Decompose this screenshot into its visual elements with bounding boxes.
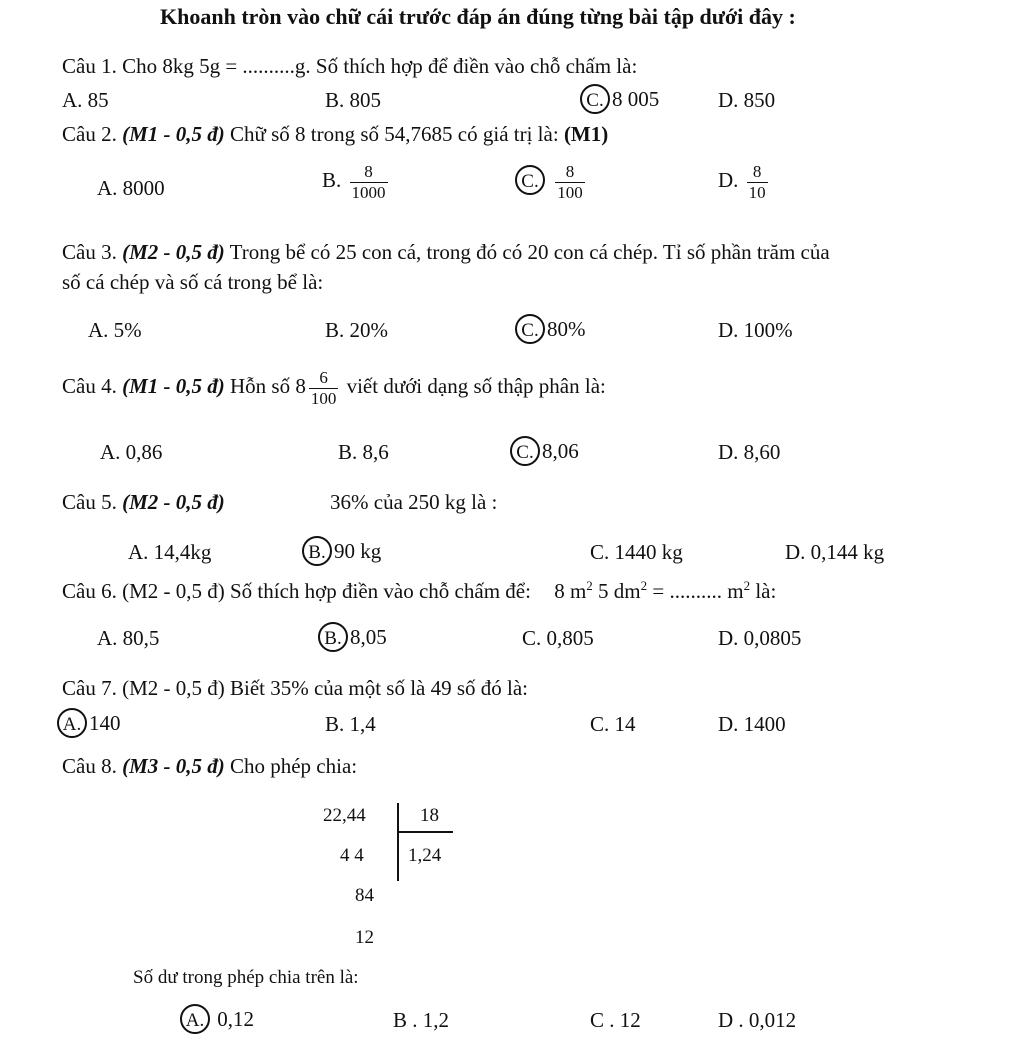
- divisor: 18: [420, 805, 439, 826]
- question-text-post: viết dưới dạng số thập phân là:: [346, 373, 606, 398]
- expression: [554, 579, 776, 603]
- expr-part: 5 dm: [592, 579, 641, 603]
- question-3-line-2: số cá chép và số cá trong bể là:: [62, 270, 324, 294]
- q1-option-c[interactable]: [580, 86, 659, 116]
- option-value: 8 005: [612, 86, 660, 111]
- question-label: Câu 5.: [62, 490, 117, 514]
- option-value: 80%: [547, 316, 586, 341]
- quotient: 1,24: [408, 845, 442, 866]
- q3-option-c[interactable]: [515, 316, 586, 346]
- fraction: [309, 368, 339, 408]
- question-text: Chữ số 8 trong số 54,7685 có giá trị là:: [229, 122, 559, 146]
- q3-option-b[interactable]: B. 20%: [325, 318, 388, 342]
- q5-option-c[interactable]: C. 1440 kg: [590, 540, 683, 564]
- question-2: [62, 122, 608, 147]
- answer-circle: A.: [57, 708, 87, 738]
- q8-option-b[interactable]: B . 1,2: [393, 1008, 450, 1032]
- q2-option-d[interactable]: [718, 162, 771, 202]
- denominator: 10: [748, 182, 766, 202]
- answer-circle: B.: [302, 536, 332, 566]
- question-label: Câu 7.: [62, 676, 117, 700]
- q5-option-b[interactable]: [302, 538, 381, 568]
- option-value: 8,06: [542, 438, 579, 463]
- question-text: (M2 - 0,5 đ) Số thích hợp điền vào chỗ chấm để:: [122, 579, 531, 603]
- answer-circle: C.: [515, 314, 545, 344]
- q7-option-b[interactable]: B. 1,4: [325, 712, 376, 736]
- denominator: 100: [310, 388, 337, 408]
- answer-circle: C.: [580, 84, 610, 114]
- answer-circle: C.: [515, 165, 545, 195]
- question-4: [62, 368, 606, 408]
- numerator: 8: [565, 162, 575, 181]
- page-title: Khoanh tròn vào chữ cái trước đáp án đúng từng bài tập dưới đây :: [160, 4, 796, 29]
- division-horizontal-line: [397, 831, 453, 833]
- question-5-text: 36% của 250 kg là :: [330, 490, 498, 514]
- question-label: Câu 3.: [62, 240, 117, 264]
- question-text: (M2 - 0,5 đ) Biết 35% của một số là 49 số đó là:: [122, 676, 529, 700]
- question-5: [62, 490, 225, 515]
- question-text: Trong bể có 25 con cá, trong đó có 20 con cá chép. Tỉ số phần trăm của: [229, 240, 830, 264]
- option-value: 90 kg: [334, 538, 382, 563]
- question-level: (M3 - 0,5 đ): [122, 754, 225, 778]
- fraction: [555, 162, 585, 202]
- question-tag: (M1): [563, 122, 609, 146]
- superscript: 2: [640, 578, 648, 593]
- question-label: Câu 4.: [62, 373, 117, 398]
- question-label: Câu 8.: [62, 754, 117, 778]
- q8-option-d[interactable]: D . 0,012: [718, 1008, 797, 1032]
- numerator: 8: [364, 162, 373, 181]
- q4-option-a[interactable]: A. 0,86: [100, 440, 163, 464]
- question-text-pre: Hỗn số: [229, 373, 291, 398]
- option-value: 0,12: [217, 1006, 254, 1031]
- question-level: (M1 - 0,5 đ): [122, 373, 225, 398]
- answer-circle: A.: [180, 1004, 210, 1034]
- remainder: 12: [355, 927, 374, 948]
- option-letter: D.: [718, 167, 739, 192]
- superscript: 2: [586, 578, 593, 593]
- q3-option-d[interactable]: D. 100%: [718, 318, 793, 342]
- q6-option-b[interactable]: [318, 624, 387, 654]
- answer-circle: B.: [318, 622, 348, 652]
- q7-option-d[interactable]: D. 1400: [718, 712, 786, 736]
- numerator: 6: [319, 368, 328, 387]
- q4-option-d[interactable]: D. 8,60: [718, 440, 781, 464]
- question-7: [62, 676, 528, 701]
- q5-option-a[interactable]: A. 14,4kg: [128, 540, 212, 564]
- q6-option-c[interactable]: C. 0,805: [522, 626, 594, 650]
- q2-option-c[interactable]: [515, 162, 588, 202]
- numerator: 8: [752, 162, 762, 181]
- division-vertical-line: [397, 803, 399, 881]
- expr-part: m: [721, 579, 744, 603]
- q8-option-c[interactable]: C . 12: [590, 1008, 641, 1032]
- question-1: [62, 54, 637, 79]
- q4-option-c[interactable]: [510, 438, 579, 468]
- superscript: 2: [743, 578, 751, 593]
- q1-option-a[interactable]: A. 85: [62, 88, 109, 112]
- question-6: [62, 578, 776, 604]
- q4-option-b[interactable]: B. 8,6: [338, 440, 389, 464]
- option-value: 140: [89, 710, 121, 735]
- option-value: 8,05: [350, 624, 387, 649]
- mixed-whole: 8: [295, 373, 306, 398]
- denominator: 1000: [351, 182, 386, 202]
- dividend: 22,44: [323, 805, 366, 826]
- denominator: 100: [557, 182, 583, 202]
- fraction: [350, 162, 388, 202]
- q8-option-a[interactable]: [180, 1006, 254, 1036]
- q6-option-d[interactable]: D. 0,0805: [718, 626, 802, 650]
- question-level: (M2 - 0,5 đ): [122, 240, 225, 264]
- question-text: Cho phép chia:: [229, 754, 358, 778]
- question-label: Câu 1.: [62, 54, 117, 78]
- question-level: (M2 - 0,5 đ): [122, 490, 225, 514]
- question-3: [62, 240, 830, 265]
- question-label: Câu 2.: [62, 122, 117, 146]
- question-8-text: Số dư trong phép chia trên là:: [133, 967, 359, 988]
- option-letter: B.: [322, 167, 342, 192]
- question-text: Cho 8kg 5g = ..........g. Số thích hợp để điền vào chỗ chấm là:: [122, 54, 638, 78]
- q1-option-d[interactable]: D. 850: [718, 88, 776, 112]
- q6-option-a[interactable]: A. 80,5: [97, 626, 160, 650]
- q5-option-d[interactable]: D. 0,144 kg: [785, 540, 885, 564]
- question-label: Câu 6.: [62, 579, 117, 603]
- q2-option-a[interactable]: A. 8000: [97, 176, 165, 200]
- q3-option-a[interactable]: A. 5%: [88, 318, 142, 342]
- q7-option-a[interactable]: [57, 710, 121, 740]
- answer-circle: C.: [510, 436, 540, 466]
- fraction: [747, 162, 768, 202]
- question-level: (M1 - 0,5 đ): [122, 122, 225, 146]
- question-8: [62, 754, 357, 779]
- q1-option-b[interactable]: B. 805: [325, 88, 382, 112]
- question-text-post: là:: [750, 579, 777, 603]
- expr-part: 8 m: [554, 579, 587, 603]
- division-step: 4 4: [340, 845, 364, 866]
- q2-option-b[interactable]: [322, 162, 391, 202]
- division-step: 84: [355, 885, 374, 906]
- q7-option-c[interactable]: C. 14: [590, 712, 636, 736]
- expr-part: = ..........: [647, 579, 722, 603]
